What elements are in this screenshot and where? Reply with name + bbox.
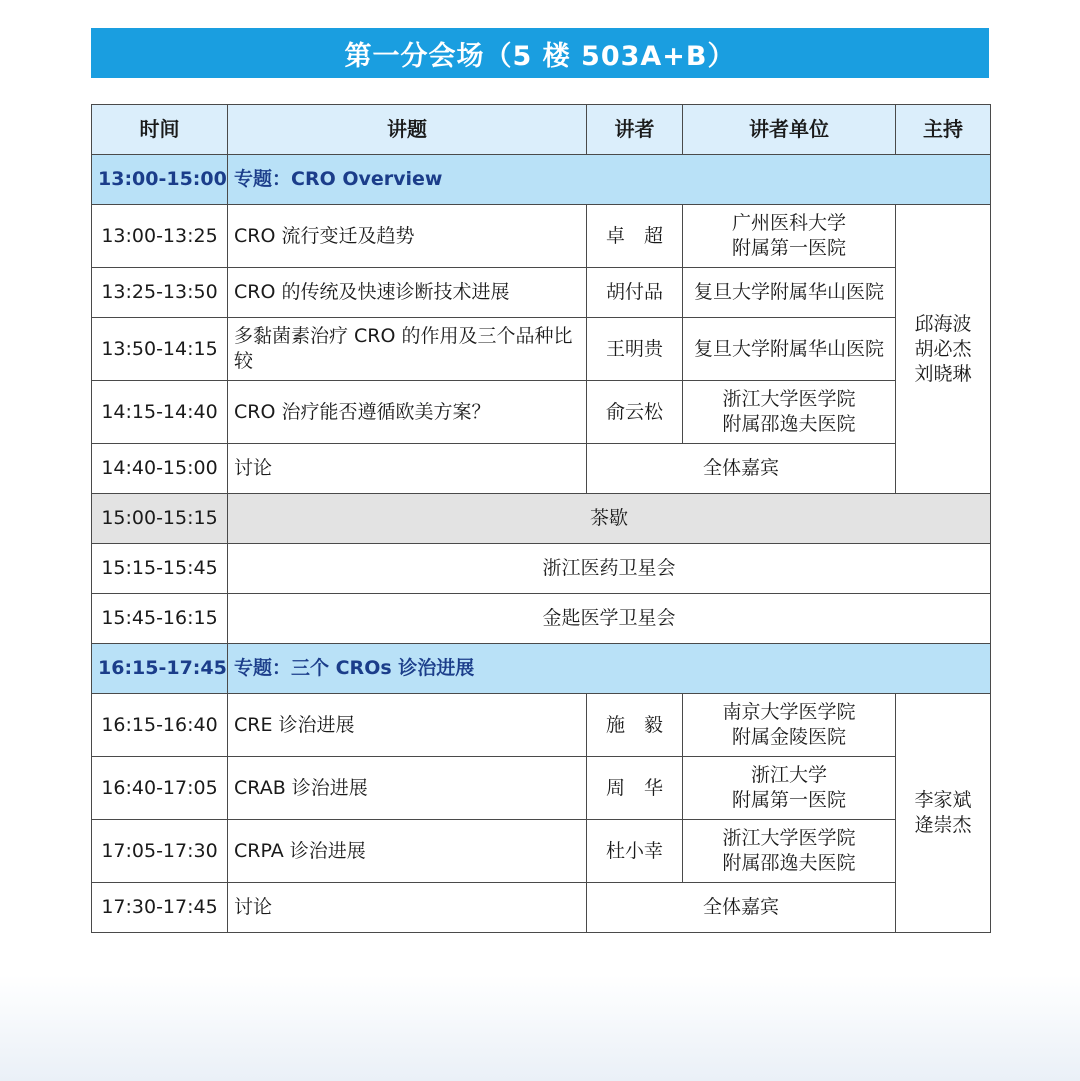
row-unit: [683, 205, 896, 268]
agenda-table: [91, 104, 991, 933]
unit-line: 附属第一医院: [731, 237, 846, 259]
section-time: 13:00-15:00: [92, 155, 228, 205]
row-topic: CRPA 诊治进展: [228, 820, 587, 883]
row-speaker: 王明贵: [587, 318, 683, 381]
table-row: [92, 381, 991, 444]
row-time: 14:15-14:40: [92, 381, 228, 444]
unit-line: 附属第一医院: [731, 789, 846, 811]
row-speaker: 施 毅: [587, 694, 683, 757]
table-row: [92, 205, 991, 268]
row-topic: 讨论: [228, 883, 587, 933]
row-time: 13:25-13:50: [92, 268, 228, 318]
row-time: 14:40-15:00: [92, 444, 228, 494]
row-topic: 讨论: [228, 444, 587, 494]
chairs-cell: [896, 694, 991, 933]
chair-name: 刘晓琳: [914, 362, 972, 385]
unit-line: 广州医科大学: [731, 212, 846, 234]
satellite-row: [92, 594, 991, 644]
section-time: 16:15-17:45: [92, 644, 228, 694]
satellite-label: 浙江医药卫星会: [228, 544, 991, 594]
unit-line: 附属邵逸夫医院: [722, 413, 856, 435]
table-row: [92, 318, 991, 381]
section-label: 专题：CRO Overview: [228, 155, 991, 205]
row-time: 13:50-14:15: [92, 318, 228, 381]
unit-line: 复旦大学附属华山医院: [693, 281, 884, 303]
discussion-row: [92, 883, 991, 933]
discussion-row: [92, 444, 991, 494]
row-speaker: 俞云松: [587, 381, 683, 444]
row-topic: CRO 流行变迁及趋势: [228, 205, 587, 268]
row-time: 17:05-17:30: [92, 820, 228, 883]
row-unit: [683, 757, 896, 820]
unit-line: 复旦大学附属华山医院: [693, 337, 884, 360]
tea-break-label: 茶歇: [228, 494, 991, 544]
row-speaker: 胡付品: [587, 268, 683, 318]
row-unit: [683, 381, 896, 444]
chairs-cell: [896, 205, 991, 494]
table-row: [92, 757, 991, 820]
row-time: 13:00-13:25: [92, 205, 228, 268]
row-speaker: 杜小幸: [587, 820, 683, 883]
unit-line: 浙江大学医学院: [722, 388, 856, 410]
row-topic: 多黏菌素治疗 CRO 的作用及三个品种比较: [228, 318, 587, 381]
section-label: 专题：三个 CROs 诊治进展: [228, 644, 991, 694]
row-unit: [683, 268, 896, 318]
header-speaker: 讲者: [587, 105, 683, 155]
row-time: 15:45-16:15: [92, 594, 228, 644]
table-row: [92, 694, 991, 757]
row-speaker: 全体嘉宾: [587, 883, 896, 933]
tea-break-row: [92, 494, 991, 544]
row-topic: CRO 的传统及快速诊断技术进展: [228, 268, 587, 318]
section-row: [92, 644, 991, 694]
chair-name: 李家斌: [914, 789, 972, 811]
section-row: [92, 155, 991, 205]
row-time: 15:15-15:45: [92, 544, 228, 594]
chair-name: 胡必杰: [914, 337, 972, 360]
row-speaker: 全体嘉宾: [587, 444, 896, 494]
row-topic: CRAB 诊治进展: [228, 757, 587, 820]
row-topic: CRE 诊治进展: [228, 694, 587, 757]
header-unit: 讲者单位: [683, 105, 896, 155]
unit-line: 浙江大学医学院: [722, 827, 856, 849]
session-title-banner: [91, 28, 989, 78]
chair-name: 逄崇杰: [914, 814, 972, 836]
table-row: [92, 268, 991, 318]
row-unit: [683, 318, 896, 381]
table-row: [92, 820, 991, 883]
unit-line: 浙江大学: [750, 764, 827, 786]
unit-line: 南京大学医学院: [722, 701, 856, 723]
row-speaker: 卓 超: [587, 205, 683, 268]
row-time: 16:15-16:40: [92, 694, 228, 757]
unit-line: 附属金陵医院: [731, 726, 846, 748]
row-time: 16:40-17:05: [92, 757, 228, 820]
chair-name: 邱海波: [914, 312, 972, 335]
unit-line: 附属邵逸夫医院: [722, 852, 856, 874]
row-speaker: 周 华: [587, 757, 683, 820]
header-row: [92, 105, 991, 155]
header-time: 时间: [92, 105, 228, 155]
satellite-row: [92, 544, 991, 594]
satellite-label: 金匙医学卫星会: [228, 594, 991, 644]
row-time: 15:00-15:15: [92, 494, 228, 544]
header-topic: 讲题: [228, 105, 587, 155]
row-topic: CRO 治疗能否遵循欧美方案？: [228, 381, 587, 444]
row-time: 17:30-17:45: [92, 883, 228, 933]
row-unit: [683, 820, 896, 883]
row-unit: [683, 694, 896, 757]
header-chair: 主持: [896, 105, 991, 155]
session-title: 第一分会场（5 楼 503A+B）: [344, 40, 736, 72]
